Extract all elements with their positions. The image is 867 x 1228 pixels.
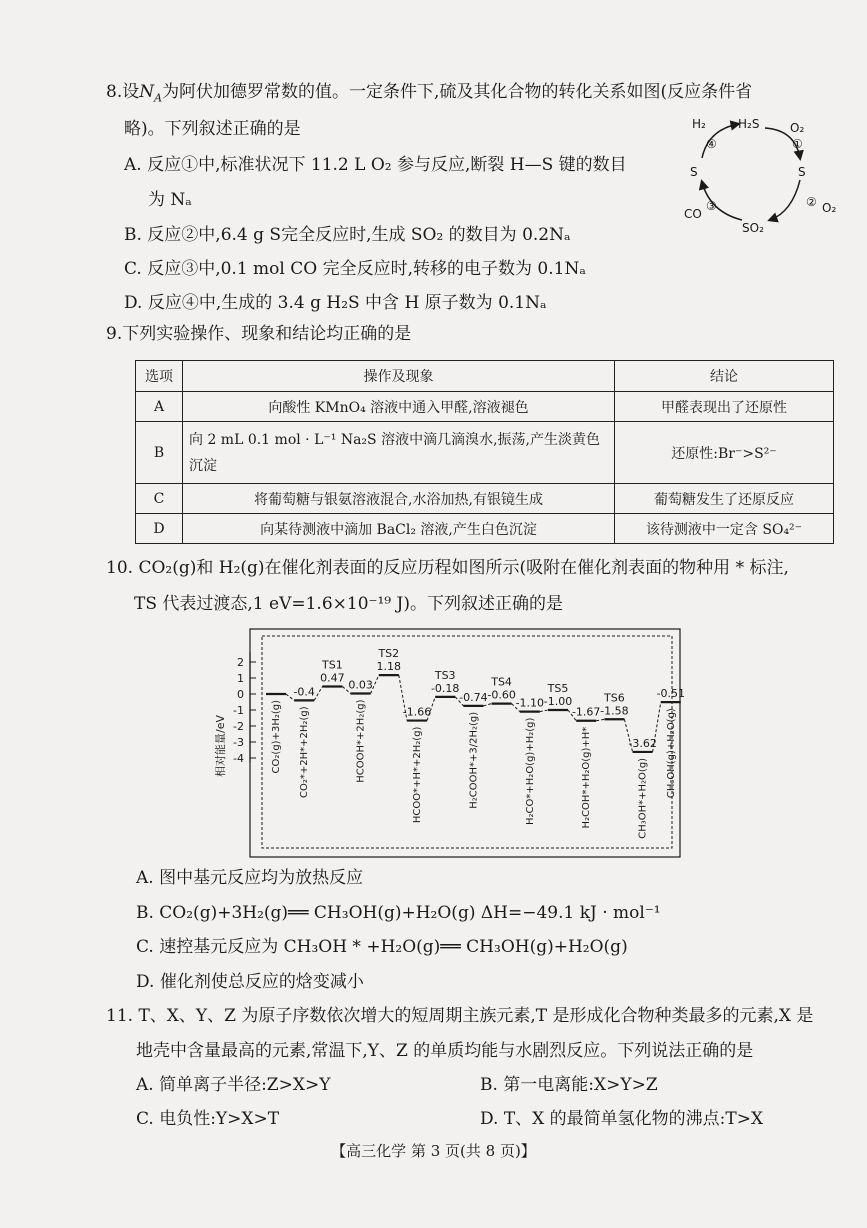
y-axis-label: 相对能量/eV <box>214 715 227 777</box>
cycle-co-label: CO <box>684 207 702 221</box>
q11-option-c: C. 电负性:Y>X>T <box>136 1109 280 1129</box>
value-label: -1.67 <box>571 705 601 719</box>
y-tick-label: 0 <box>237 688 244 701</box>
state-label: H₂CO*+H₂O(g)+H₂(g) <box>524 717 536 825</box>
row-option: A <box>136 392 183 422</box>
row-conclusion: 葡萄糖发生了还原反应 <box>615 484 834 514</box>
value-label: -1.10 <box>515 696 545 710</box>
value-label: -0.51 <box>656 687 686 701</box>
row-operation: 向某待测液中滴加 BaCl₂ 溶液,产生白色沉淀 <box>183 514 615 544</box>
row-option: B <box>136 422 183 484</box>
value-label: -0.60 <box>487 688 516 702</box>
y-tick-label: -4 <box>233 752 244 765</box>
ts-label: TS5 <box>547 682 569 695</box>
cycle-h2-label: H₂ <box>692 117 706 131</box>
value-label: 0.47 <box>320 671 345 685</box>
q8-option-c: C. 反应③中,0.1 mol CO 完全反应时,转移的电子数为 0.1Nₐ <box>124 259 586 279</box>
cycle-num-4: ④ <box>706 137 717 151</box>
y-tick-label: 1 <box>237 672 244 685</box>
table-row <box>136 514 834 544</box>
table-row <box>136 422 834 484</box>
y-tick-label: -3 <box>233 736 244 749</box>
arc-2-arrow <box>770 180 800 220</box>
ts-label: TS1 <box>322 658 343 672</box>
header-operation: 操作及现象 <box>183 361 615 392</box>
state-label: CH₃OH*+H₂O(g) <box>637 757 649 839</box>
ts-label: TS4 <box>491 675 512 689</box>
row-conclusion: 该待测液中一定含 SO₄²⁻ <box>615 514 834 544</box>
energy-connector <box>483 704 491 706</box>
sulfur-cycle-diagram <box>680 110 850 240</box>
state-label: HCOOH*+2H₂(g) <box>355 699 367 783</box>
q10-stem-line1: 10. CO₂(g)和 H₂(g)在催化剂表面的反应历程如图所示(吸附在催化剂表面的物种用 * 标注, <box>106 558 789 578</box>
q8-stem-line1 <box>106 80 752 104</box>
state-label: H₂COH*+H₂O(g)+H* <box>581 726 593 829</box>
q8-option-b: B. 反应②中,6.4 g S完全反应时,生成 SO₂ 的数目为 0.2Nₐ <box>124 225 571 245</box>
y-tick-label: 2 <box>237 656 244 669</box>
row-conclusion: 甲醛表现出了还原性 <box>615 392 834 422</box>
state-label: H₂COOH*+3/2H₂(g) <box>468 711 480 809</box>
value-label: -1.00 <box>543 695 573 708</box>
state-label: CH₃OH(g)+H₂O(g) <box>665 708 677 799</box>
q11-option-d: D. T、X 的最简单氢化物的沸点:T>X <box>480 1109 764 1129</box>
q10-option-c: C. 速控基元反应为 CH₃OH * +H₂O(g)══ CH₃OH(g)+H₂O(g) <box>136 937 628 957</box>
q11-stem-line2: 地壳中含量最高的元素,常温下,Y、Z 的单质均能与水剧烈反应。下列说法正确的是 <box>136 1041 754 1061</box>
q8-stem-pre: 8.设 <box>106 82 140 102</box>
table-row <box>136 392 834 422</box>
cycle-h2s-label: H₂S <box>738 117 760 131</box>
value-label: 0.03 <box>348 678 373 692</box>
energy-diagram <box>206 628 686 858</box>
ts-label: TS6 <box>604 691 625 705</box>
cycle-o2-right-label: O₂ <box>822 201 837 215</box>
q10-option-b: B. CO₂(g)+3H₂(g)══ CH₃OH(g)+H₂O(g) ΔH=−49.1 kJ · mol⁻¹ <box>136 903 661 923</box>
q11-option-a: A. 简单离子半径:Z>X>Y <box>136 1075 331 1095</box>
q9-table <box>135 360 834 544</box>
energy-connector <box>596 719 604 720</box>
q11-stem-line1: 11. T、X、Y、Z 为原子序数依次增大的短周期主族元素,T 是形成化合物种类最多的元素,X 是 <box>106 1006 814 1026</box>
cycle-s-right-label: S <box>798 165 806 179</box>
y-tick-label: -1 <box>233 704 244 717</box>
row-operation: 向酸性 KMnO₄ 溶液中通入甲醛,溶液褪色 <box>183 392 615 422</box>
q10-stem-line2: TS 代表过渡态,1 eV=1.6×10⁻¹⁹ J)。下列叙述正确的是 <box>134 594 563 614</box>
diagram-outer-frame <box>250 629 680 857</box>
value-label: -0.74 <box>459 690 488 704</box>
row-conclusion: 还原性:Br⁻>S²⁻ <box>615 422 834 484</box>
y-axis <box>233 652 256 765</box>
value-label: -1.66 <box>402 705 432 719</box>
row-option: C <box>136 484 183 514</box>
q8-option-a-line2: 为 Nₐ <box>148 190 192 210</box>
energy-profile <box>266 647 685 839</box>
cycle-num-3: ③ <box>706 199 717 213</box>
row-option: D <box>136 514 183 544</box>
q10-option-d: D. 催化剂使总反应的焓变减小 <box>136 972 364 992</box>
row-operation: 向 2 mL 0.1 mol · L⁻¹ Na₂S 溶液中滴几滴溴水,振荡,产生淡黄色沉淀 <box>183 422 615 484</box>
ts-label: TS2 <box>378 647 400 661</box>
cycle-num-2: ② <box>806 195 817 209</box>
na-symbol: $N_A$ <box>139 82 163 105</box>
header-conclusion: 结论 <box>615 361 834 392</box>
q9-table-header <box>136 361 834 392</box>
q11-option-b: B. 第一电离能:X>Y>Z <box>480 1075 658 1095</box>
state-label: CO₂*+2H*+2H₂(g) <box>299 706 311 798</box>
energy-connector <box>540 710 548 712</box>
q10-option-a: A. 图中基元反应均为放热反应 <box>136 868 364 888</box>
cycle-num-1: ① <box>792 137 803 151</box>
value-label: 1.18 <box>376 660 402 674</box>
q8-option-a-line1: A. 反应①中,标准状况下 11.2 L O₂ 参与反应,断裂 H—S 键的数目 <box>124 155 627 175</box>
energy-connector <box>314 686 322 700</box>
q8-stem-line2: 略)。下列叙述正确的是 <box>124 119 301 139</box>
state-label: HCOO*+H*+2H₂(g) <box>412 726 423 824</box>
q8-stem-post: 为阿伏加德罗常数的值。一定条件下,硫及其化合物的转化关系如图(反应条件省 <box>162 82 753 102</box>
table-row <box>136 484 834 514</box>
cycle-s-left-label: S <box>690 165 698 179</box>
y-tick-label: -2 <box>233 720 244 733</box>
header-option: 选项 <box>136 361 183 392</box>
state-label: CO₂(g)+3H₂(g) <box>271 700 282 774</box>
ts-label: TS3 <box>434 668 456 682</box>
value-label: -1.58 <box>600 704 629 718</box>
value-label: -0.18 <box>430 681 460 695</box>
value-label: -3.62 <box>628 736 657 750</box>
q8-option-d: D. 反应④中,生成的 3.4 g H₂S 中含 H 原子数为 0.1Nₐ <box>124 293 547 313</box>
q9-stem: 9.下列实验操作、现象和结论均正确的是 <box>106 324 412 344</box>
cycle-o2-top-label: O₂ <box>790 121 805 135</box>
value-label: -0.4 <box>293 685 315 699</box>
row-operation: 将葡萄糖与银氨溶液混合,水浴加热,有银镜生成 <box>183 484 615 514</box>
cycle-so2-label: SO₂ <box>742 221 764 235</box>
page-footer: 【高三化学 第 3 页(共 8 页)】 <box>331 1142 536 1160</box>
